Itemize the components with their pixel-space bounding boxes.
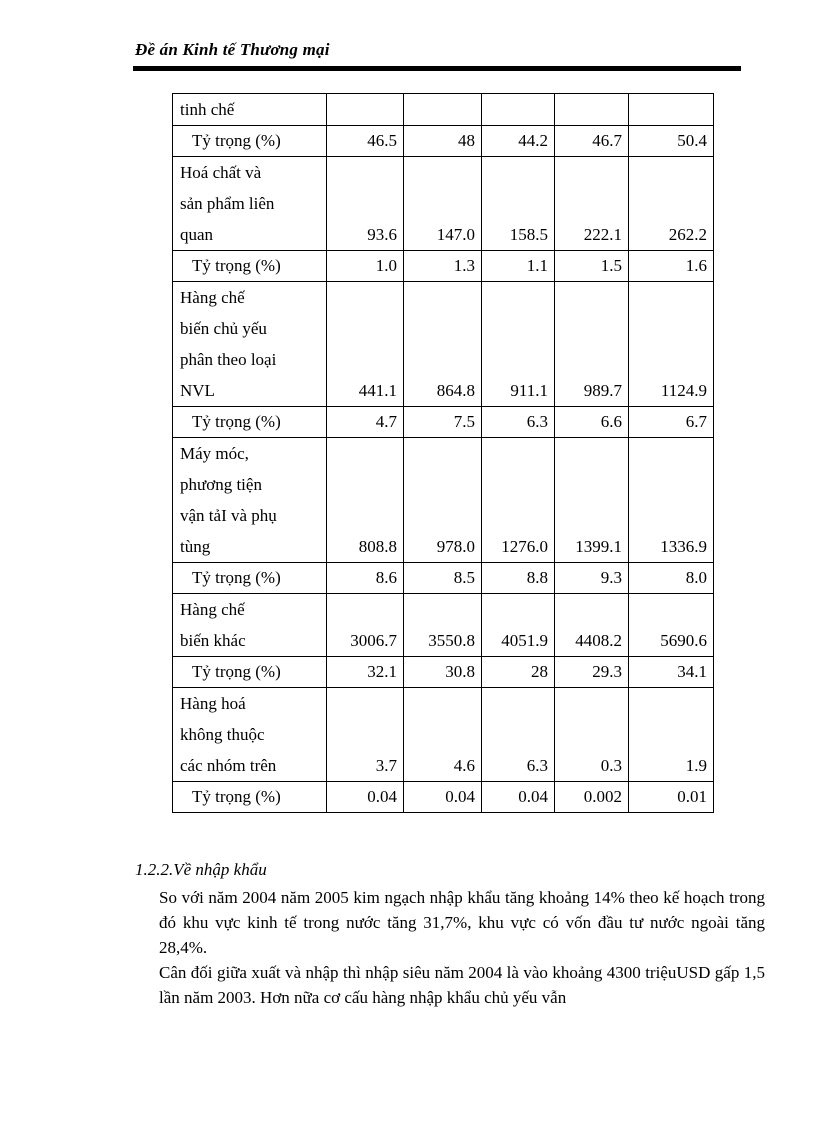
value-cell <box>327 94 404 126</box>
value-cell: 3550.8 <box>404 594 482 657</box>
row-label-cell <box>173 407 327 438</box>
row-label-cell <box>173 657 327 688</box>
value-cell: 28 <box>482 657 555 688</box>
table-row-share <box>173 657 714 688</box>
value-cell: 1.5 <box>555 251 629 282</box>
value-cell: 48 <box>404 126 482 157</box>
row-label-line: Hàng chế <box>180 288 245 307</box>
value-cell: 8.6 <box>327 563 404 594</box>
value-cell: 1124.9 <box>629 282 714 407</box>
value-cell: 46.7 <box>555 126 629 157</box>
value-cell: 1.9 <box>629 688 714 782</box>
value-cell: 30.8 <box>404 657 482 688</box>
table-body <box>173 94 714 813</box>
value-cell: 1.3 <box>404 251 482 282</box>
value-cell: 8.5 <box>404 563 482 594</box>
row-label-line: biến chủ yếu <box>180 319 267 338</box>
section-heading: 1.2.2.Về nhập khẩu <box>135 860 267 879</box>
value-cell: 6.3 <box>482 688 555 782</box>
row-label-line: NVL <box>180 381 215 400</box>
value-cell: 0.04 <box>404 782 482 813</box>
row-label-line: sản phẩm liên <box>180 194 275 213</box>
row-label-cell <box>173 438 327 563</box>
row-label-cell <box>173 157 327 251</box>
value-cell: 4408.2 <box>555 594 629 657</box>
value-cell: 5690.6 <box>629 594 714 657</box>
page-header-title: Đề án Kinh tế Thương mại <box>135 40 330 59</box>
value-cell: 7.5 <box>404 407 482 438</box>
value-cell: 262.2 <box>629 157 714 251</box>
value-cell: 0.002 <box>555 782 629 813</box>
value-cell: 6.6 <box>555 407 629 438</box>
value-cell <box>555 94 629 126</box>
value-cell: 808.8 <box>327 438 404 563</box>
value-cell: 6.3 <box>482 407 555 438</box>
table-row-share <box>173 407 714 438</box>
row-label-line: tinh chế <box>180 100 235 119</box>
row-label-line: Hàng hoá <box>180 694 246 713</box>
value-cell: 29.3 <box>555 657 629 688</box>
row-label-cell <box>173 94 327 126</box>
row-label-line: Máy móc, <box>180 444 249 463</box>
row-label-line: quan <box>180 225 214 244</box>
value-cell: 32.1 <box>327 657 404 688</box>
value-cell: 0.3 <box>555 688 629 782</box>
row-label-line: Tỷ trọng (%) <box>192 256 281 275</box>
table-row-group <box>173 438 714 563</box>
table-row-share <box>173 251 714 282</box>
value-cell: 4.6 <box>404 688 482 782</box>
value-cell: 0.01 <box>629 782 714 813</box>
value-cell: 1.0 <box>327 251 404 282</box>
value-cell: 147.0 <box>404 157 482 251</box>
value-cell: 0.04 <box>482 782 555 813</box>
value-cell <box>629 94 714 126</box>
value-cell <box>482 94 555 126</box>
value-cell: 978.0 <box>404 438 482 563</box>
export-structure-table <box>172 93 714 813</box>
row-label-cell <box>173 126 327 157</box>
value-cell <box>404 94 482 126</box>
row-label-cell <box>173 563 327 594</box>
paragraph-2: Cân đối giữa xuất và nhập thì nhập siêu năm 2004 là vào khoảng 4300 triệuUSD gấp 1,5 lần năm 2003. Hơn nữa cơ cấu hàng nhập khẩu chủ yếu vẫn <box>159 963 765 1007</box>
value-cell: 50.4 <box>629 126 714 157</box>
row-label-line: Tỷ trọng (%) <box>192 131 281 150</box>
row-label-line: Hàng chế <box>180 600 245 619</box>
table-row-share <box>173 126 714 157</box>
value-cell: 34.1 <box>629 657 714 688</box>
value-cell: 1399.1 <box>555 438 629 563</box>
value-cell: 158.5 <box>482 157 555 251</box>
row-label-line: Hoá chất và <box>180 163 262 182</box>
value-cell: 1.6 <box>629 251 714 282</box>
table-row-group <box>173 94 714 126</box>
row-label-cell <box>173 594 327 657</box>
row-label-line: Tỷ trọng (%) <box>192 787 281 806</box>
row-label-line: tùng <box>180 537 211 556</box>
table-row-group <box>173 157 714 251</box>
value-cell: 93.6 <box>327 157 404 251</box>
value-cell: 3.7 <box>327 688 404 782</box>
header-divider <box>133 66 741 71</box>
row-label-cell <box>173 782 327 813</box>
value-cell: 9.3 <box>555 563 629 594</box>
paragraph-1: So với năm 2004 năm 2005 kim ngạch nhập khẩu tăng khoảng 14% theo kế hoạch trong đó khu vực kinh tế trong nước tăng 31,7%, khu vực có vốn đầu tư nước ngoài tăng 28,4%. <box>159 888 765 957</box>
row-label-cell <box>173 688 327 782</box>
value-cell: 441.1 <box>327 282 404 407</box>
value-cell: 8.0 <box>629 563 714 594</box>
row-label-line: phân theo loại <box>180 350 277 369</box>
row-label-line: biến khác <box>180 631 246 650</box>
row-label-line: phương tiện <box>180 475 262 494</box>
row-label-line: không thuộc <box>180 725 265 744</box>
value-cell: 864.8 <box>404 282 482 407</box>
row-label-line: Tỷ trọng (%) <box>192 662 281 681</box>
value-cell: 1.1 <box>482 251 555 282</box>
row-label-line: Tỷ trọng (%) <box>192 412 281 431</box>
table-row-group <box>173 688 714 782</box>
row-label-line: các nhóm trên <box>180 756 277 775</box>
value-cell: 3006.7 <box>327 594 404 657</box>
table-row-share <box>173 563 714 594</box>
value-cell: 1336.9 <box>629 438 714 563</box>
table-row-group <box>173 282 714 407</box>
row-label-line: Tỷ trọng (%) <box>192 568 281 587</box>
value-cell: 1276.0 <box>482 438 555 563</box>
value-cell: 989.7 <box>555 282 629 407</box>
value-cell: 4051.9 <box>482 594 555 657</box>
value-cell: 911.1 <box>482 282 555 407</box>
value-cell: 46.5 <box>327 126 404 157</box>
value-cell: 222.1 <box>555 157 629 251</box>
row-label-cell <box>173 282 327 407</box>
value-cell: 0.04 <box>327 782 404 813</box>
row-label-line: vận tảI và phụ <box>180 506 277 525</box>
value-cell: 4.7 <box>327 407 404 438</box>
value-cell: 6.7 <box>629 407 714 438</box>
table-row-group <box>173 594 714 657</box>
row-label-cell <box>173 251 327 282</box>
value-cell: 8.8 <box>482 563 555 594</box>
table-row-share <box>173 782 714 813</box>
value-cell: 44.2 <box>482 126 555 157</box>
